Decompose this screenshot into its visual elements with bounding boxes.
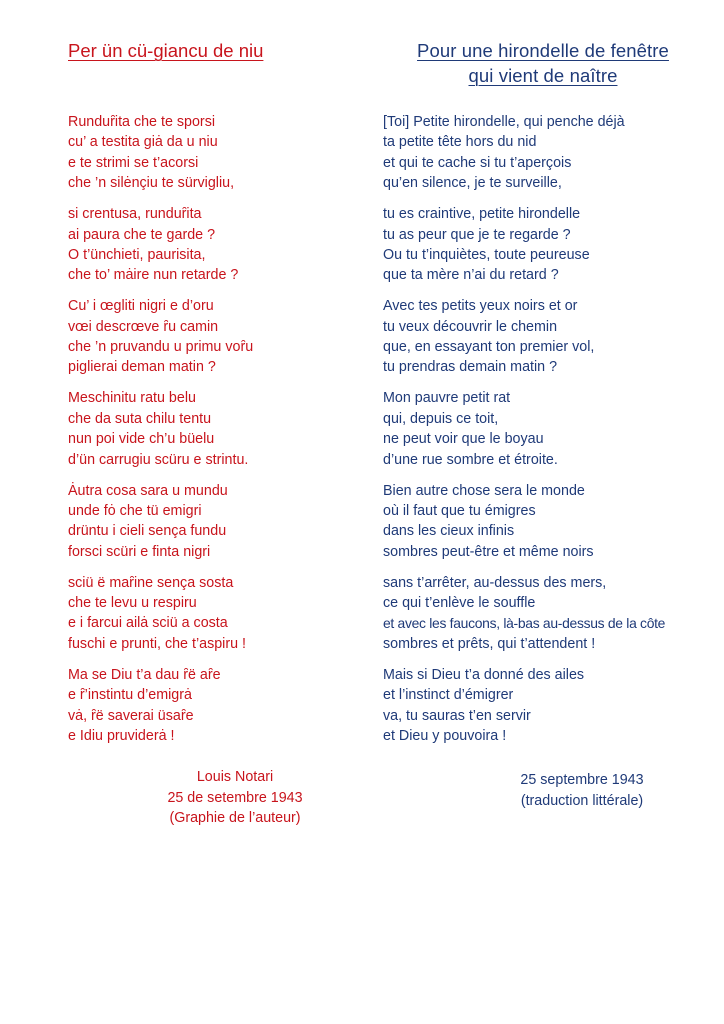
poem-line: O t’ünchieti, paurisita, [68, 246, 206, 263]
poem-line: qu’en silence, je te surveille, [383, 175, 562, 192]
translation-stanza-6 [383, 573, 665, 655]
poem-line: Ȧutra cosa sara u mundu [68, 482, 228, 499]
original-stanza-4 [68, 388, 253, 470]
poem-line: si crentusa, runduȓita [68, 206, 202, 223]
original-signature [135, 767, 335, 829]
original-stanza-2 [68, 204, 253, 286]
poem-line: que ta mère n’ai du retard ? [383, 267, 559, 284]
poem-line: Meschinitu ratu belu [68, 390, 196, 407]
poem-line: Avec tes petits yeux noirs et or [383, 298, 578, 315]
poem-line: che ’n silėnçiu te sürvigliu, [68, 175, 235, 192]
original-poem-title: Per ün cü-giancu de niu [68, 40, 264, 61]
poem-line: che da suta chilu tentu [68, 410, 212, 427]
poem-line: ne peut voir que le boyau [383, 431, 544, 448]
poem-line: ta petite tête hors du nid [383, 134, 537, 151]
poem-line: que, en essayant ton premier vol, [383, 339, 595, 356]
original-stanza-7 [68, 665, 253, 747]
original-stanza-1 [68, 112, 253, 194]
original-stanza-5 [68, 481, 253, 563]
translation-title [362, 38, 724, 88]
poem-line: e Idiu pruviderȧ ! [68, 727, 175, 744]
poem-line: Mon pauvre petit rat [383, 390, 511, 407]
poem-line: drüntu i cieli sença fundu [68, 523, 227, 540]
poem-line: tu as peur que je te regarde ? [383, 226, 571, 243]
poem-line: Mais si Dieu t’a donné des ailes [383, 666, 585, 683]
poem-line: [Toi] Petite hirondelle, qui penche déjà [383, 114, 625, 130]
poem-line: dans les cieux infinis [383, 523, 515, 540]
poem-line: vȧ, ȓë saverai üsaȓe [68, 707, 194, 724]
translation-stanza-1 [383, 112, 665, 194]
translation-title-line-2: qui vient de naître [468, 65, 618, 86]
poem-line: fuschi e prunti, che t’aspiru ! [68, 635, 247, 652]
translation-stanza-3 [383, 296, 665, 378]
poem-line: unde fȯ che tü emigri [68, 502, 202, 519]
poem-line: vœi descrœve ȓu camin [68, 318, 219, 335]
translation-signature [497, 770, 667, 811]
poem-line: cu’ a testita giȧ da u niu [68, 134, 218, 151]
translation-title-line-1: Pour une hirondelle de fenêtre [417, 40, 669, 61]
poem-line: et qui te cache si tu t’aperçois [383, 154, 572, 171]
poem-line: Cu’ i œgliti nigri e d’oru [68, 298, 214, 315]
poem-line: e i farcui ailȧ sciü a costa [68, 615, 228, 632]
poem-line: nun poi vide ch’u büelu [68, 431, 215, 448]
poem-line: et avec les faucons, là-bas au-dessus de la côte [383, 615, 666, 632]
poem-line: ai paura che te garde ? [68, 226, 216, 243]
poem-line: qui, depuis ce toit, [383, 410, 499, 427]
original-stanza-3 [68, 296, 253, 378]
poem-line: tu veux découvrir le chemin [383, 318, 558, 335]
poem-line: et Dieu y pouvoira ! [383, 727, 507, 744]
poem-line: d’une rue sombre et étroite. [383, 451, 558, 468]
poem-line: Bien autre chose sera le monde [383, 482, 585, 499]
poem-line: forsci scüri e finta nigri [68, 543, 211, 560]
poem-line: tu prendras demain matin ? [383, 359, 558, 376]
poem-line: ce qui t’enlève le souffle [383, 595, 536, 612]
poem-line: Runduȓita che te sporsi [68, 114, 216, 130]
original-poem-body [68, 112, 253, 757]
poem-line: va, tu sauras t’en servir [383, 707, 531, 724]
poem-line: che te levu u respiru [68, 595, 197, 612]
translation-stanza-7 [383, 665, 665, 747]
author-name: Louis Notari [196, 769, 274, 785]
poem-line: où il faut que tu émigres [383, 502, 536, 519]
poem-line: che to’ mȧire nun retarde ? [68, 267, 239, 284]
poem-line: che ’n pruvandu u primu voȓu [68, 339, 254, 356]
poem-line: sans t’arrêter, au-dessus des mers, [383, 574, 607, 591]
translation-body [383, 112, 665, 757]
poem-line: sombres peut-être et même noirs [383, 543, 594, 560]
original-note: (Graphie de l’auteur) [169, 810, 301, 826]
poem-line: Ma se Diu t’a dau ȓë aȓe [68, 666, 221, 683]
poem-line: et l’instinct d’émigrer [383, 687, 514, 704]
poem-line: Ou tu t’inquiètes, toute peureuse [383, 246, 590, 263]
original-date: 25 de setembre 1943 [167, 789, 303, 806]
poem-line: sciü ë maȓine sença sosta [68, 574, 234, 591]
poem-line: piglierai deman matin ? [68, 359, 216, 376]
translation-stanza-5 [383, 481, 665, 563]
poem-line: e te strimi se t’acorsi [68, 154, 199, 171]
poem-line: tu es craintive, petite hirondelle [383, 206, 581, 223]
translation-date: 25 septembre 1943 [520, 772, 644, 788]
translation-stanza-4 [383, 388, 665, 470]
poem-line: d’ün carrugiu scüru e strintu. [68, 451, 249, 468]
translation-stanza-2 [383, 204, 665, 286]
translation-note: (traduction littérale) [520, 792, 644, 809]
original-stanza-6 [68, 573, 253, 655]
poem-line: sombres et prêts, qui t’attendent ! [383, 635, 596, 652]
poem-line: e ȓ’instintu d’emigrȧ [68, 687, 192, 704]
